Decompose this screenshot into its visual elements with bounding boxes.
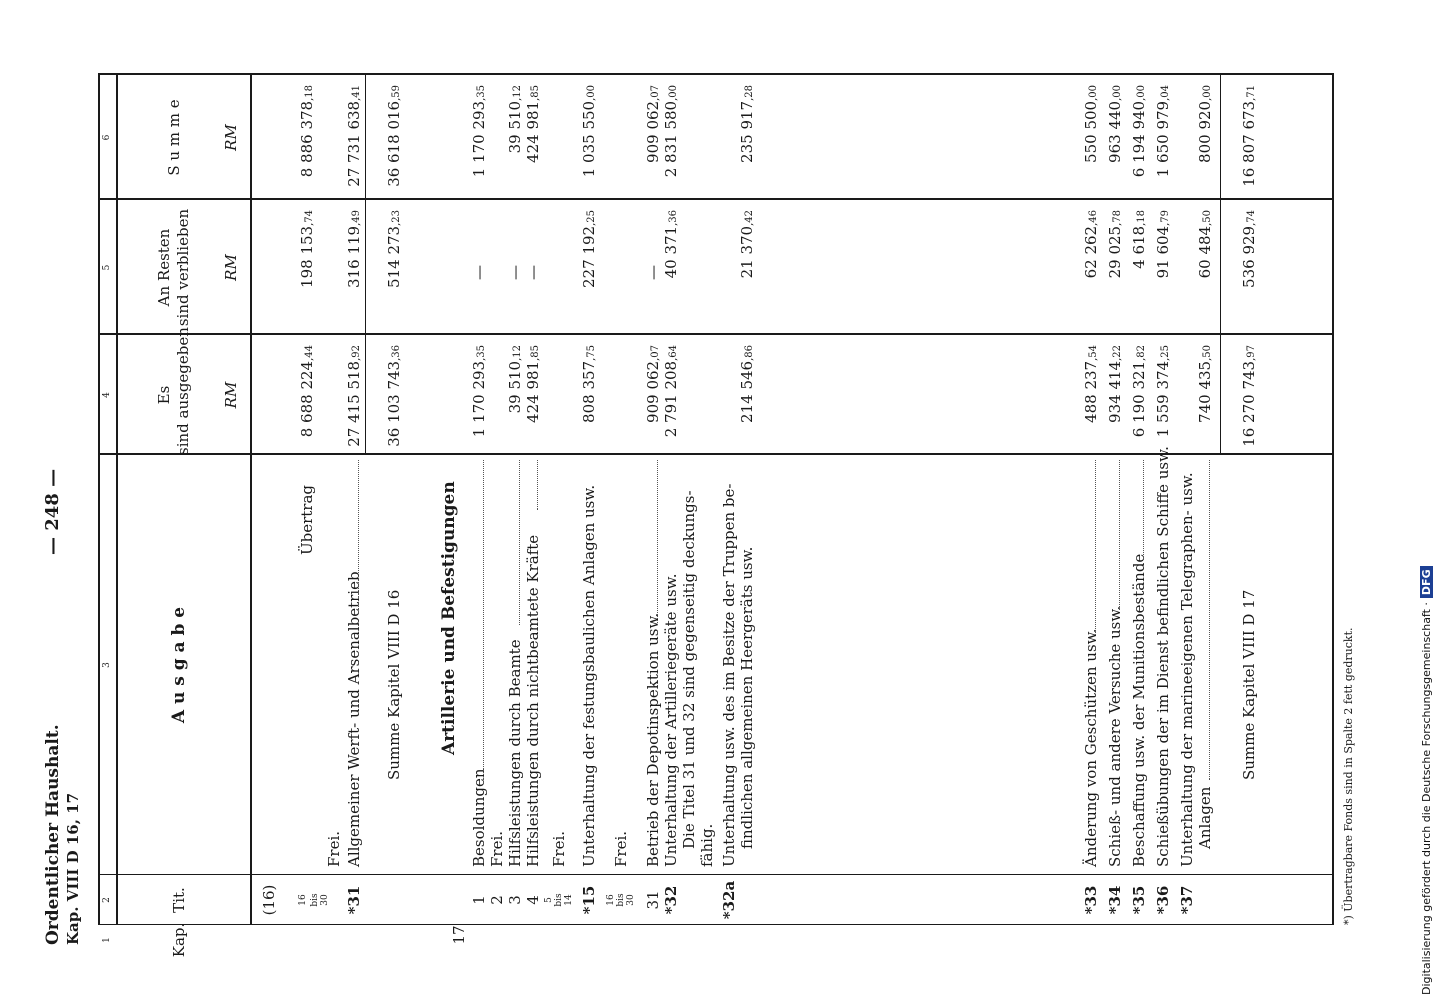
- row5-text: Artillerie und Befestigungen: [439, 481, 459, 755]
- row12-tit-c: 30: [626, 894, 636, 906]
- row14-resten: 40 371,36: [662, 210, 680, 279]
- row10-tit-c: 14: [564, 894, 574, 906]
- col-header-ausgegeben-2: sind ausgegeben: [174, 327, 192, 455]
- row18-text: Beschaffung usw. der Munitionsbestände: [1130, 553, 1148, 867]
- row11-resten: 227 192,25: [580, 210, 598, 288]
- row16-summe: 550 500,00: [1082, 85, 1100, 163]
- col-header-tit: Tit.: [170, 887, 188, 913]
- row2-text: Frei.: [325, 830, 343, 867]
- row17-tit: *34: [1106, 885, 1124, 915]
- row9-ausgegeben: 424 981,85: [524, 345, 542, 423]
- header-bottom-rule: [250, 75, 252, 925]
- row14-text2: Die Titel 31 und 32 sind gegenseitig deckungs-: [680, 490, 698, 849]
- col-unit-6: RM: [222, 124, 240, 151]
- row11-ausgegeben: 808 357,75: [580, 345, 598, 423]
- col-sep-1: [98, 874, 1334, 875]
- row17-ausgegeben: 934 414,22: [1106, 345, 1124, 423]
- row15-ausgegeben: 214 546,86: [738, 345, 756, 423]
- row3-tit: *31: [345, 885, 363, 915]
- row8-tit: 3: [506, 895, 524, 905]
- col-header-ausgabe: A u s g a b e: [169, 606, 189, 724]
- row9-summe: 424 981,85: [524, 85, 542, 163]
- col-sep-0: [98, 924, 1334, 925]
- row13-resten: —: [644, 265, 662, 280]
- row8-resten: —: [506, 265, 524, 280]
- dfg-credit-text: Digitalisierung gefördert durch die Deutsche Forschungsgemeinschaft ·: [1420, 602, 1433, 995]
- col-header-resten-2: sind verblieben: [174, 208, 192, 327]
- row13-summe: 909 062,07: [644, 85, 662, 163]
- col-header-resten-1: An Resten: [155, 228, 173, 307]
- row8-text: Hilfsleistungen durch Beamte: [506, 639, 524, 867]
- row11-summe: 1 035 550,00: [580, 85, 598, 178]
- row16-tit: *33: [1082, 885, 1100, 915]
- dfg-logo: DFG: [1420, 566, 1433, 598]
- colnum-4: 4: [102, 392, 112, 398]
- row10-tit-b: bis: [554, 893, 564, 907]
- row6-text: Besoldungen: [470, 768, 488, 867]
- dfg-sidebar: [1420, 566, 1433, 995]
- row21-summe: 16 807 673,71: [1240, 85, 1258, 187]
- row1-tit-b: bis: [310, 893, 320, 907]
- row1-summe: 8 886 378,18: [298, 85, 316, 178]
- row18-summe: 6 194 940,00: [1130, 85, 1148, 178]
- row18-tit: *35: [1130, 885, 1148, 915]
- row20-text: Unterhaltung der marineeigenen Telegraphen- usw.: [1178, 472, 1196, 867]
- row21-resten: 536 929,74: [1240, 210, 1258, 288]
- row4-summe: 36 618 016,59: [385, 85, 403, 187]
- row15-summe: 235 917,28: [738, 85, 756, 163]
- row19-tit: *36: [1154, 885, 1172, 915]
- row6-resten: —: [470, 265, 488, 280]
- row14-summe: 2 831 580,00: [662, 85, 680, 178]
- col-sep-5: [98, 73, 1334, 75]
- row6-summe: 1 170 293,35: [470, 85, 488, 178]
- row1-resten: 198 153,74: [298, 210, 316, 288]
- row4-resten: 514 273,23: [385, 210, 403, 288]
- row3-resten: 316 119,49: [345, 210, 363, 288]
- row14-tit: *32: [662, 885, 680, 915]
- row16-resten: 62 262,46: [1082, 210, 1100, 279]
- row15-resten: 21 370,42: [738, 210, 756, 279]
- row20-summe: 800 920,00: [1196, 85, 1214, 163]
- row12-text: Frei.: [612, 830, 630, 867]
- row14-ausgegeben: 2 791 208,64: [662, 345, 680, 438]
- header-chapter: Kap. VIII D 16, 17: [64, 792, 82, 945]
- table-top-rule: [98, 75, 100, 925]
- row12-tit-a: 16: [606, 894, 616, 906]
- row19-summe: 1 650 979,04: [1154, 85, 1172, 178]
- row7-tit: 2: [488, 895, 506, 905]
- row9-text: Hilfsleistungen durch nichtbeamtete Kräfte: [524, 534, 542, 867]
- row9-resten: —: [524, 265, 542, 280]
- col-header-summe: S u m m e: [165, 99, 183, 176]
- header-title: Ordentlicher Haushalt.: [43, 724, 63, 945]
- row12-tit-b: bis: [616, 893, 626, 907]
- row10-tit-a: 5: [544, 897, 554, 903]
- row20-text2: Anlagen: [1196, 786, 1214, 849]
- row21-text: Summe Kapitel VIII D 17: [1240, 589, 1258, 780]
- row17-resten: 29 025,78: [1106, 210, 1124, 279]
- colnum-5: 5: [102, 264, 112, 271]
- colnum-2: 2: [102, 897, 112, 903]
- row6-ausgegeben: 1 170 293,35: [470, 345, 488, 438]
- row18-resten: 4 618,18: [1130, 210, 1148, 269]
- col-unit-5: RM: [222, 254, 240, 281]
- row4-ausgegeben: 36 103 743,36: [385, 345, 403, 447]
- row19-ausgegeben: 1 559 374,25: [1154, 345, 1172, 438]
- row20-tit: *37: [1178, 885, 1196, 915]
- colnum-1: 1: [102, 937, 112, 943]
- row19-resten: 91 604,79: [1154, 210, 1172, 279]
- row8-ausgegeben: 39 510,12: [506, 345, 524, 414]
- col-header-kap: Kap.: [170, 922, 188, 958]
- col-unit-4: RM: [222, 381, 240, 409]
- row13-text: Betrieb der Depotinspektion usw.: [644, 612, 662, 867]
- row5-kap: 17: [450, 925, 468, 945]
- row1-ausgegeben: 8 688 224,44: [298, 345, 316, 438]
- row1-tit-a: 16: [298, 894, 308, 906]
- colnum-3: 3: [102, 662, 112, 668]
- table-bottom-rule: [1332, 75, 1334, 925]
- header-mid-rule: [116, 75, 118, 925]
- row13-tit: 31: [644, 890, 662, 910]
- row1-kap: (16): [260, 884, 278, 916]
- row8-summe: 39 510,12: [506, 85, 524, 154]
- row20-ausgegeben: 740 435,50: [1196, 345, 1214, 423]
- row3-text: Allgemeiner Werft- und Arsenalbetrieb: [345, 571, 363, 867]
- row11-text: Unterhaltung der festungsbaulichen Anlagen usw.: [580, 484, 598, 867]
- row9-tit: 4: [524, 895, 542, 905]
- rotated-budget-table: [40, 45, 1360, 958]
- row6-tit: 1: [470, 895, 488, 905]
- row15-text: Unterhaltung usw. des im Besitze der Truppen be-: [720, 483, 738, 867]
- row14-text3: fähig.: [698, 823, 716, 867]
- row3-ausgegeben: 27 415 518,92: [345, 345, 363, 447]
- row1-text: Übertrag: [298, 485, 316, 556]
- row15-text2: findlichen allgemeinen Heergeräts usw.: [738, 546, 756, 849]
- row16-text: Änderung von Geschützen usw.: [1082, 628, 1100, 867]
- footnote: *) Übertragbare Fonds sind in Spalte 2 fett gedruckt.: [1342, 627, 1355, 925]
- row18-ausgegeben: 6 190 321,82: [1130, 345, 1148, 438]
- row3-summe: 27 731 638,41: [345, 85, 363, 187]
- row17-summe: 963 440,00: [1106, 85, 1124, 163]
- row7-text: Frei.: [488, 830, 506, 867]
- page-number: — 248 —: [42, 468, 63, 555]
- colnum-6: 6: [102, 134, 112, 141]
- row19-text: Schießübungen der im Dienst befindlichen Schiffe usw.: [1154, 446, 1172, 867]
- row16-ausgegeben: 488 237,54: [1082, 345, 1100, 423]
- row10-text: Frei.: [550, 830, 568, 867]
- row14-text: Unterhaltung der Artilleriegeräte usw.: [662, 573, 680, 867]
- col-header-ausgegeben-1: Es: [155, 385, 173, 405]
- row20-resten: 60 484,50: [1196, 210, 1214, 279]
- row11-tit: *15: [580, 885, 598, 915]
- row15-tit: *32a: [720, 880, 738, 920]
- row21-ausgegeben: 16 270 743,97: [1240, 345, 1258, 447]
- row17-text: Schieß- und andere Versuche usw.: [1106, 605, 1124, 867]
- row13-ausgegeben: 909 062,07: [644, 345, 662, 423]
- row4-text: Summe Kapitel VIII D 16: [385, 589, 403, 780]
- row1-tit-c: 30: [320, 894, 330, 906]
